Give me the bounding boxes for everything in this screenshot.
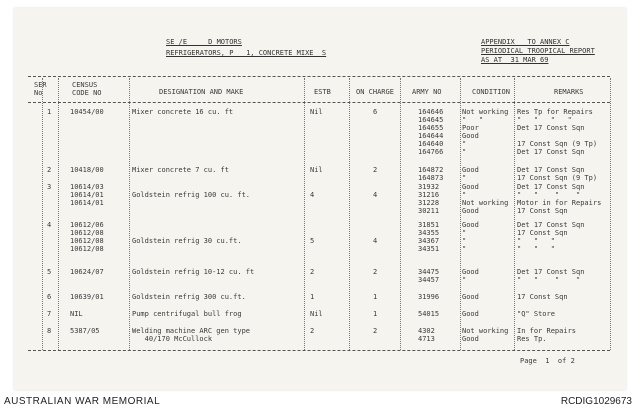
row-army-no: 31996 — [418, 293, 440, 301]
row-serial: 5 — [47, 268, 52, 276]
row-remarks: " " " " — [517, 116, 572, 124]
row-remarks: " " " " — [517, 191, 581, 199]
row-on-charge: 2 — [373, 166, 378, 174]
row-army-no: 54015 — [418, 310, 440, 318]
row-army-no: 31932 — [418, 183, 440, 191]
column-header: REMARKS — [554, 88, 584, 96]
row-on-charge: 2 — [373, 268, 378, 276]
row-condition: Not working — [462, 199, 509, 207]
column-separator — [304, 78, 305, 350]
row-remarks: " " " — [517, 245, 555, 253]
row-army-no: 34367 — [418, 237, 440, 245]
row-army-no: 164873 — [418, 174, 444, 182]
row-condition: Good — [462, 268, 479, 276]
row-serial: 1 — [47, 108, 52, 116]
row-condition: Good — [462, 183, 479, 191]
document-page — [14, 8, 626, 390]
row-army-no: 4302 — [418, 327, 435, 335]
row-estb: 2 — [310, 268, 315, 276]
row-remarks: 17 Const Sqn — [517, 293, 568, 301]
row-condition: Good — [462, 335, 479, 343]
row-army-no: 164646 — [418, 108, 444, 116]
title-line-1: SE /E D MOTORS — [166, 38, 242, 46]
row-condition: Good — [462, 310, 479, 318]
row-designation: Goldstein refrig 100 cu. ft. — [132, 191, 251, 199]
row-estb: Nil — [310, 108, 323, 116]
row-census-code: 10639/01 — [70, 293, 104, 301]
row-remarks: Res Tp for Repairs — [517, 108, 593, 116]
row-army-no: 164645 — [418, 116, 444, 124]
column-separator — [349, 78, 350, 350]
row-estb: 1 — [310, 293, 315, 301]
row-army-no: 34351 — [418, 245, 440, 253]
row-serial: 8 — [47, 327, 52, 335]
row-army-no: 164640 — [418, 140, 444, 148]
row-on-charge: 6 — [373, 108, 378, 116]
row-designation: Goldstein refrig 300 cu.ft. — [132, 293, 246, 301]
row-remarks: 17 Const Sqn (9 Tp) — [517, 140, 598, 148]
row-estb: 4 — [310, 191, 315, 199]
column-separator — [400, 78, 401, 350]
row-estb: Nil — [310, 166, 323, 174]
appendix-line-2: PERIODICAL TROOPICAL REPORT — [481, 47, 595, 55]
row-serial: 4 — [47, 221, 52, 229]
row-remarks: Det 17 Const Sqn — [517, 148, 585, 156]
row-designation: Goldstein refrig 10-12 cu. ft — [132, 268, 255, 276]
row-condition: " — [462, 191, 467, 199]
table-rule-bottom — [28, 350, 610, 351]
row-census-code: NIL — [70, 310, 83, 318]
header-rule-bottom — [28, 102, 610, 103]
row-remarks: In for Repairs — [517, 327, 577, 335]
row-serial: 7 — [47, 310, 52, 318]
row-remarks: Det 17 Const Sqn — [517, 183, 585, 191]
row-census-code: 10418/00 — [70, 166, 104, 174]
row-army-no: 4713 — [418, 335, 435, 343]
column-header: ARMY NO — [412, 88, 442, 96]
row-condition: " — [462, 174, 467, 182]
row-army-no: 164644 — [418, 132, 444, 140]
column-separator — [514, 78, 515, 350]
row-estb: Nil — [310, 310, 323, 318]
row-remarks: Det 17 Const Sqn — [517, 221, 585, 229]
row-serial: 2 — [47, 166, 52, 174]
row-census-code: 10454/00 — [70, 108, 104, 116]
row-designation: Goldstein refrig 30 cu.ft. — [132, 237, 242, 245]
row-army-no: 34457 — [418, 276, 440, 284]
row-army-no: 164766 — [418, 148, 444, 156]
title-line-2: REFRIGERATORS, P 1, CONCRETE MIXE S — [166, 49, 327, 57]
row-army-no: 31216 — [418, 191, 440, 199]
row-remarks: Det 17 Const Sqn — [517, 166, 585, 174]
row-army-no: 34355 — [418, 229, 440, 237]
row-condition: Not working — [462, 108, 509, 116]
footer-bar — [0, 392, 640, 412]
column-separator — [610, 78, 611, 350]
footer-id: RCDIG1029673 — [560, 396, 632, 407]
column-header: CENSUS CODE NO — [72, 81, 102, 97]
row-army-no: 164872 — [418, 166, 444, 174]
row-on-charge: 1 — [373, 293, 378, 301]
row-condition: " — [462, 276, 467, 284]
row-condition: " — [462, 148, 467, 156]
row-on-charge: 4 — [373, 191, 378, 199]
row-remarks: 17 Const Sqn (9 Tp) — [517, 174, 598, 182]
column-header: CONDITION — [472, 88, 510, 96]
row-condition: " " — [462, 116, 484, 124]
column-header: DESIGNATION AND MAKE — [159, 88, 244, 96]
row-serial: 3 — [47, 183, 52, 191]
row-remarks: Res Tp. — [517, 335, 547, 343]
row-army-no: 30211 — [418, 207, 440, 215]
column-separator — [58, 78, 59, 350]
row-condition: " — [462, 229, 467, 237]
row-designation: Mixer concrete 7 cu. ft — [132, 166, 229, 174]
column-header: ON CHARGE — [356, 88, 394, 96]
column-separator — [129, 78, 130, 350]
row-army-no: 164655 — [418, 124, 444, 132]
footer-source: AUSTRALIAN WAR MEMORIAL — [4, 396, 161, 407]
row-on-charge: 2 — [373, 327, 378, 335]
row-condition: Good — [462, 166, 479, 174]
row-condition: Not working — [462, 327, 509, 335]
column-header: SER No — [34, 81, 47, 97]
row-remarks: "Q" Store — [517, 310, 555, 318]
row-remarks: Det 17 Const Sqn — [517, 268, 585, 276]
row-designation: Mixer concrete 16 cu. ft — [132, 108, 234, 116]
row-condition: Poor — [462, 124, 479, 132]
row-census-code: 10614/03 10614/01 10614/01 — [70, 183, 104, 207]
row-condition: Good — [462, 293, 479, 301]
row-army-no: 31851 — [418, 221, 440, 229]
column-separator — [42, 78, 43, 350]
row-on-charge: 1 — [373, 310, 378, 318]
row-condition: " — [462, 237, 467, 245]
row-estb: 2 — [310, 327, 315, 335]
row-remarks: Det 17 Const Sqn — [517, 124, 585, 132]
row-condition: Good — [462, 207, 479, 215]
row-designation: Pump centrifugal bull frog — [132, 310, 242, 318]
row-condition: " — [462, 140, 467, 148]
row-remarks: 17 Const Sqn — [517, 229, 568, 237]
appendix-line-1: APPENDIX TO ANNEX C — [481, 38, 570, 46]
page-number: Page 1 of 2 — [520, 357, 575, 365]
appendix-line-3: AS AT 31 MAR 69 — [481, 56, 549, 64]
row-serial: 6 — [47, 293, 52, 301]
row-condition: Good — [462, 132, 479, 140]
row-condition: " — [462, 245, 467, 253]
row-remarks: " " " — [517, 237, 555, 245]
row-remarks: 17 Const Sqn — [517, 207, 568, 215]
row-census-code: 10624/07 — [70, 268, 104, 276]
row-designation: Welding machine ARC gen type 40/170 McCullock — [132, 327, 251, 343]
header-rule-top — [28, 76, 610, 77]
row-estb: 5 — [310, 237, 315, 245]
column-header: ESTB — [314, 88, 331, 96]
row-condition: Good — [462, 221, 479, 229]
row-census-code: 5387/05 — [70, 327, 100, 335]
row-on-charge: 4 — [373, 237, 378, 245]
row-remarks: Motor in for Repairs — [517, 199, 602, 207]
row-remarks: " " " " — [517, 276, 581, 284]
row-army-no: 34475 — [418, 268, 440, 276]
column-separator — [460, 78, 461, 350]
row-census-code: 10612/06 10612/08 10612/08 10612/08 — [70, 221, 104, 253]
row-army-no: 31228 — [418, 199, 440, 207]
